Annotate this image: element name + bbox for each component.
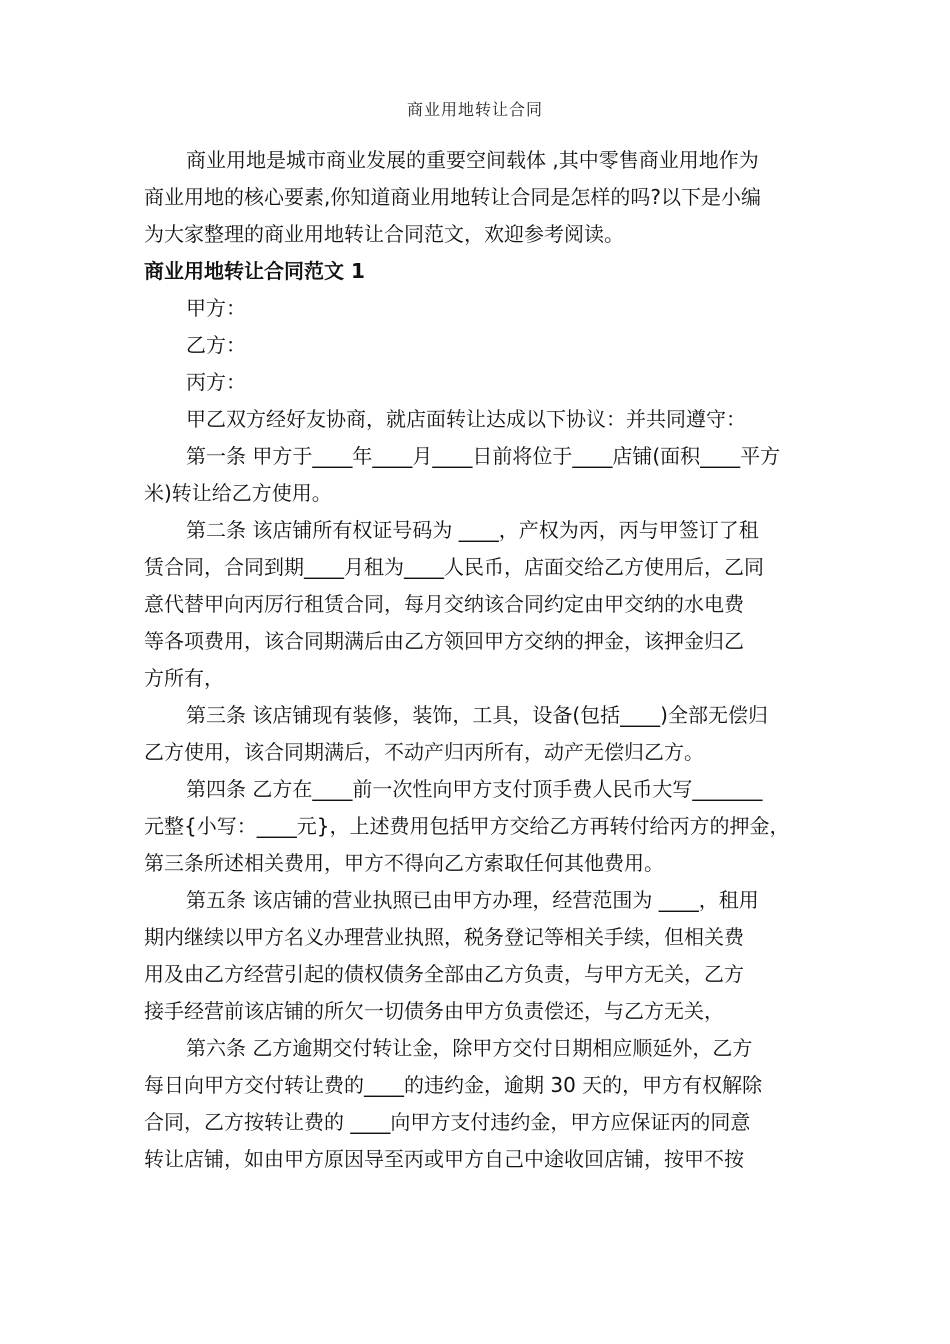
text-line: 用及由乙方经营引起的债权债务全部由乙方负责，与甲方无关，乙方 [144, 962, 744, 986]
text-line: 为大家整理的商业用地转让合同范文，欢迎参考阅读。 [144, 222, 624, 246]
text-line: 米)转让给乙方使用。 [144, 481, 332, 505]
text-line: 第二条 该店铺所有权证号码为 ____，产权为丙，丙与甲签订了租 [186, 518, 759, 542]
text-line: 甲方： [186, 296, 246, 320]
text-line: 第四条 乙方在____前一次性向甲方支付顶手费人民币大写_______ [186, 777, 763, 801]
text-line: 第三条 该店铺现有装修，装饰，工具，设备(包括____)全部无偿归 [186, 703, 768, 727]
text-line: 商业用地的核心要素,你知道商业用地转让合同是怎样的吗?以下是小编 [144, 185, 761, 209]
text-line: 接手经营前该店铺的所欠一切债务由甲方负责偿还，与乙方无关， [144, 999, 724, 1023]
text-line: 乙方使用，该合同期满后，不动产归丙所有，动产无偿归乙方。 [144, 740, 704, 764]
text-line: 期内继续以甲方名义办理营业执照，税务登记等相关手续，但相关费 [144, 925, 744, 949]
text-line: 甲乙双方经好友协商，就店面转让达成以下协议：并共同遵守： [186, 407, 746, 431]
text-line: 赁合同，合同到期____月租为____人民币，店面交给乙方使用后，乙同 [144, 555, 764, 579]
text-line: 转让店铺，如由甲方原因导至丙或甲方自己中途收回店铺，按甲不按 [144, 1147, 744, 1171]
text-line: 方所有， [144, 666, 224, 690]
text-line: 商业用地是城市商业发展的重要空间载体 ,其中零售商业用地作为 [186, 148, 759, 172]
text-line: 第五条 该店铺的营业执照已由甲方办理，经营范围为 ____，租用 [186, 888, 759, 912]
text-line: 第六条 乙方逾期交付转让金，除甲方交付日期相应顺延外，乙方 [186, 1036, 753, 1060]
text-line: 元整{小写：____元}，上述费用包括甲方交给乙方再转付给丙方的押金， [144, 814, 790, 838]
text-line: 第一条 甲方于____年____月____日前将位于____店铺(面积____平方 [186, 444, 781, 468]
text-line: 合同，乙方按转让费的 ____向甲方支付违约金，甲方应保证丙的同意 [144, 1110, 751, 1134]
text-line: 乙方： [186, 333, 246, 357]
document-body [144, 142, 824, 1178]
section-heading: 商业用地转让合同范文 1 [144, 259, 365, 283]
text-line: 等各项费用，该合同期满后由乙方领回甲方交纳的押金，该押金归乙 [144, 629, 744, 653]
page-header-title: 商业用地转让合同 [406, 100, 543, 119]
text-line: 意代替甲向丙厉行租赁合同，每月交纳该合同约定由甲交纳的水电费 [144, 592, 744, 616]
text-line: 丙方： [186, 370, 246, 394]
text-line: 第三条所述相关费用，甲方不得向乙方索取任何其他费用。 [144, 851, 664, 875]
text-line: 每日向甲方交付转让费的____的违约金，逾期 30 天的，甲方有权解除 [144, 1073, 763, 1097]
